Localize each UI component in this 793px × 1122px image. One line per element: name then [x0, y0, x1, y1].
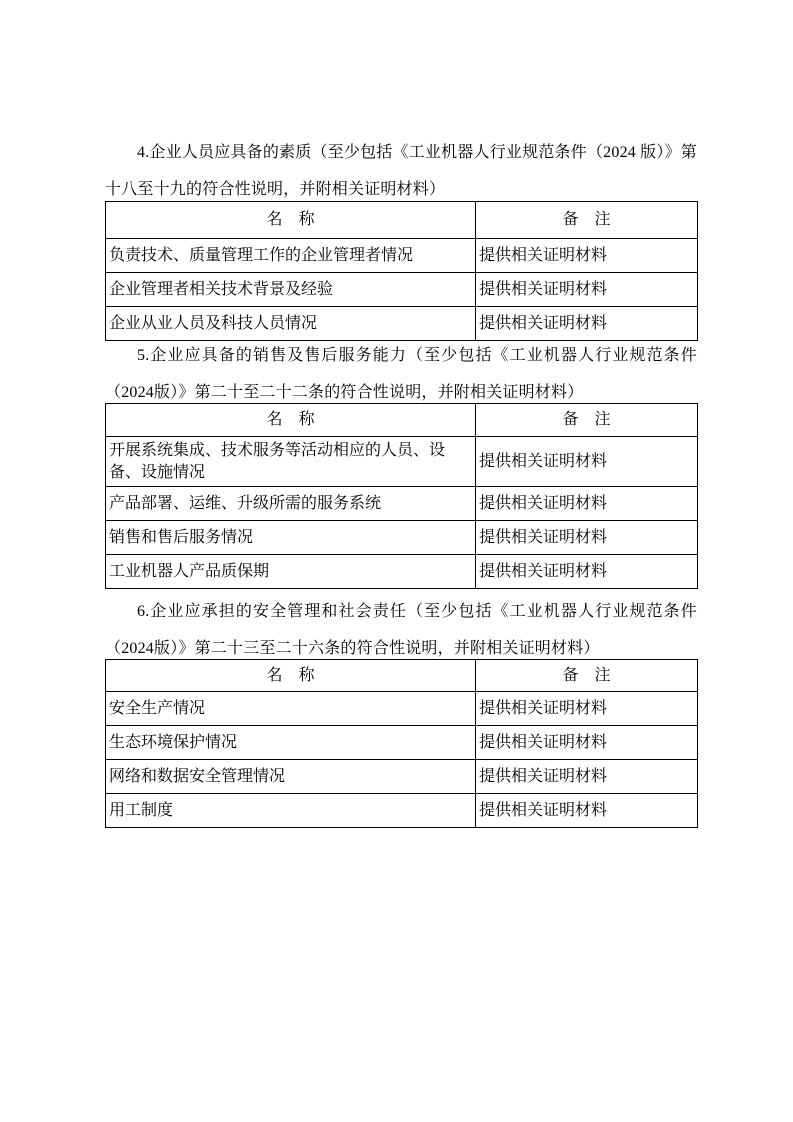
name-cell: 用工制度 — [106, 794, 476, 828]
table-row — [106, 487, 698, 521]
name-cell: 网络和数据安全管理情况 — [106, 760, 476, 794]
note-cell: 提供相关证明材料 — [476, 760, 698, 794]
table-header-row — [106, 660, 698, 692]
table-row — [106, 307, 698, 341]
compliance-table-5 — [105, 403, 698, 589]
section-heading-6: 6.企业应承担的安全管理和社会责任（至少包括《工业机器人行业规范条件（2024版）》第二十三至二十六条的符合性说明，并附相关证明材料） — [105, 603, 697, 657]
name-cell: 销售和售后服务情况 — [106, 521, 476, 555]
table-row — [106, 555, 698, 589]
note-cell: 提供相关证明材料 — [476, 487, 698, 521]
table-row — [106, 437, 698, 487]
note-column-header: 备 注 — [476, 404, 698, 437]
name-cell: 企业管理者相关技术背景及经验 — [106, 273, 476, 307]
note-cell: 提供相关证明材料 — [476, 692, 698, 726]
table-row — [106, 692, 698, 726]
name-cell: 企业从业人员及科技人员情况 — [106, 307, 476, 341]
section-heading-5: 5.企业应具备的销售及售后服务能力（至少包括《工业机器人行业规范条件（2024版）》第二十至二十二条的符合性说明，并附相关证明材料） — [105, 347, 697, 401]
table-header-row — [106, 404, 698, 437]
note-cell: 提供相关证明材料 — [476, 307, 698, 341]
name-column-header: 名 称 — [106, 202, 476, 239]
note-cell: 提供相关证明材料 — [476, 726, 698, 760]
section-heading-4: 4.企业人员应具备的素质（至少包括《工业机器人行业规范条件（2024 版）》第十八至十九的符合性说明，并附相关证明材料） — [105, 144, 697, 198]
note-cell: 提供相关证明材料 — [476, 521, 698, 555]
note-column-header: 备 注 — [476, 202, 698, 239]
table-header-row — [106, 202, 698, 239]
name-column-header: 名 称 — [106, 660, 476, 692]
name-column-header: 名 称 — [106, 404, 476, 437]
compliance-table-6 — [105, 659, 698, 828]
name-cell: 安全生产情况 — [106, 692, 476, 726]
name-cell: 产品部署、运维、升级所需的服务系统 — [106, 487, 476, 521]
note-cell: 提供相关证明材料 — [476, 555, 698, 589]
name-cell: 负责技术、质量管理工作的企业管理者情况 — [106, 239, 476, 273]
table-row — [106, 521, 698, 555]
note-cell: 提供相关证明材料 — [476, 239, 698, 273]
compliance-table-4 — [105, 201, 698, 341]
table-row — [106, 760, 698, 794]
note-column-header: 备 注 — [476, 660, 698, 692]
note-cell: 提供相关证明材料 — [476, 794, 698, 828]
note-cell: 提供相关证明材料 — [476, 273, 698, 307]
table-row — [106, 794, 698, 828]
note-cell: 提供相关证明材料 — [476, 437, 698, 487]
table-row — [106, 273, 698, 307]
table-row — [106, 726, 698, 760]
name-cell: 生态环境保护情况 — [106, 726, 476, 760]
name-cell: 开展系统集成、技术服务等活动相应的人员、设备、设施情况 — [106, 437, 476, 487]
table-row — [106, 239, 698, 273]
name-cell: 工业机器人产品质保期 — [106, 555, 476, 589]
